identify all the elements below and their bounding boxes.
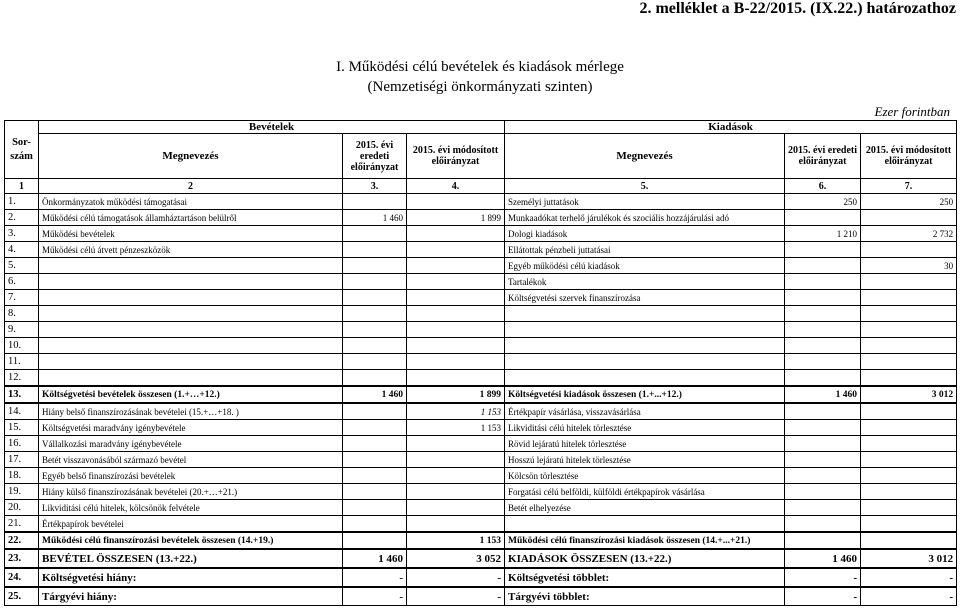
expense-modified: - xyxy=(861,568,957,587)
expense-original xyxy=(785,290,861,306)
income-name xyxy=(39,290,343,306)
table-row xyxy=(5,258,957,274)
income-modified: 3 052 xyxy=(407,549,505,568)
expense-modified xyxy=(861,210,957,226)
income-original xyxy=(343,274,407,290)
row-number: 4. xyxy=(5,242,39,258)
income-name: Betét visszavonásából származó bevétel xyxy=(39,452,343,468)
header-bevetelek: Bevételek xyxy=(39,121,505,134)
summary-row xyxy=(5,532,957,549)
income-modified xyxy=(407,500,505,516)
row-number: 22. xyxy=(5,532,39,549)
expense-name: Működési célú finanszírozási kiadások összesen (14.+...+21.) xyxy=(505,532,785,549)
expense-original xyxy=(785,338,861,354)
income-name: Egyéb belső finanszírozási bevételek xyxy=(39,468,343,484)
income-modified xyxy=(407,354,505,370)
expense-modified xyxy=(861,452,957,468)
income-original: - xyxy=(343,587,407,606)
expense-name xyxy=(505,516,785,533)
income-name xyxy=(39,258,343,274)
income-name: Költségvetési bevételek összesen (1.+…+12.) xyxy=(39,386,343,403)
income-name: Önkormányzatok működési támogatásai xyxy=(39,194,343,210)
column-number: 7. xyxy=(861,179,957,194)
income-original xyxy=(343,420,407,436)
row-number: 7. xyxy=(5,290,39,306)
expense-name: Tárgyévi többlet: xyxy=(505,587,785,606)
header-kiadasok: Kiadások xyxy=(505,121,957,134)
income-original xyxy=(343,516,407,533)
income-modified xyxy=(407,484,505,500)
income-name xyxy=(39,354,343,370)
expense-modified: - xyxy=(861,587,957,606)
expense-name: Dologi kiadások xyxy=(505,226,785,242)
income-original xyxy=(343,500,407,516)
table-row xyxy=(5,403,957,420)
column-number: 4. xyxy=(407,179,505,194)
expense-original xyxy=(785,306,861,322)
header-income-original: 2015. évi eredeti előirányzat xyxy=(343,134,407,179)
column-number: 5. xyxy=(505,179,785,194)
expense-modified: 3 012 xyxy=(861,386,957,403)
row-number: 25. xyxy=(5,587,39,606)
expense-modified xyxy=(861,532,957,549)
header-income-modified: 2015. évi módosított előirányzat xyxy=(407,134,505,179)
expense-modified: 30 xyxy=(861,258,957,274)
row-number: 2. xyxy=(5,210,39,226)
income-original xyxy=(343,306,407,322)
expense-modified xyxy=(861,484,957,500)
income-original xyxy=(343,403,407,420)
header-expense-name: Megnevezés xyxy=(505,134,785,179)
income-name xyxy=(39,338,343,354)
income-original xyxy=(343,258,407,274)
table-row xyxy=(5,500,957,516)
column-number-row xyxy=(5,179,957,194)
table-row xyxy=(5,290,957,306)
expense-name: KIADÁSOK ÖSSZESEN (13.+22.) xyxy=(505,549,785,568)
income-modified xyxy=(407,322,505,338)
income-modified xyxy=(407,274,505,290)
income-name: Tárgyévi hiány: xyxy=(39,587,343,606)
header-expense-original: 2015. évi eredeti előirányzat xyxy=(785,134,861,179)
income-modified xyxy=(407,306,505,322)
income-modified xyxy=(407,370,505,387)
table-row xyxy=(5,322,957,338)
expense-modified xyxy=(861,500,957,516)
income-name: Hiány külső finanszírozásának bevételei (20.+…+21.) xyxy=(39,484,343,500)
income-name: Működési célú támogatások államháztartáson belülről xyxy=(39,210,343,226)
expense-original: 1 460 xyxy=(785,549,861,568)
page-title: I. Működési célú bevételek és kiadások mérlege xyxy=(336,59,624,75)
expense-modified: 3 012 xyxy=(861,549,957,568)
expense-original xyxy=(785,242,861,258)
income-name: Működési bevételek xyxy=(39,226,343,242)
expense-modified xyxy=(861,420,957,436)
column-number: 1 xyxy=(5,179,39,194)
expense-original: 1 460 xyxy=(785,386,861,403)
expense-modified xyxy=(861,322,957,338)
income-name: Vállalkozási maradvány igénybevétele xyxy=(39,436,343,452)
row-number: 24. xyxy=(5,568,39,587)
income-name xyxy=(39,322,343,338)
income-name: Működési célú finanszírozási bevételek összesen (14.+19.) xyxy=(39,532,343,549)
expense-name: Kölcsön törlesztése xyxy=(505,468,785,484)
income-original xyxy=(343,226,407,242)
row-number: 17. xyxy=(5,452,39,468)
expense-original: 1 210 xyxy=(785,226,861,242)
expense-name: Betét elhelyezése xyxy=(505,500,785,516)
income-original xyxy=(343,484,407,500)
expense-name: Munkaadókat terhelő járulékok és szociális hozzájárulási adó xyxy=(505,210,785,226)
table-row xyxy=(5,242,957,258)
expense-original: 250 xyxy=(785,194,861,210)
table-row xyxy=(5,210,957,226)
header-income-name: Megnevezés xyxy=(39,134,343,179)
row-number: 12. xyxy=(5,370,39,387)
income-modified: - xyxy=(407,587,505,606)
income-original xyxy=(343,338,407,354)
row-number: 9. xyxy=(5,322,39,338)
income-name xyxy=(39,306,343,322)
expense-name: Költségvetési kiadások összesen (1.+...+12.) xyxy=(505,386,785,403)
table-row xyxy=(5,194,957,210)
income-modified xyxy=(407,242,505,258)
row-number: 8. xyxy=(5,306,39,322)
table-row xyxy=(5,354,957,370)
income-original: 1 460 xyxy=(343,210,407,226)
row-number: 6. xyxy=(5,274,39,290)
expense-original xyxy=(785,322,861,338)
row-number: 18. xyxy=(5,468,39,484)
expense-original: - xyxy=(785,568,861,587)
income-modified: 1 153 xyxy=(407,420,505,436)
income-modified xyxy=(407,194,505,210)
income-original xyxy=(343,290,407,306)
expense-name: Személyi juttatások xyxy=(505,194,785,210)
expense-modified xyxy=(861,306,957,322)
expense-modified xyxy=(861,354,957,370)
expense-name xyxy=(505,306,785,322)
expense-original xyxy=(785,274,861,290)
income-name: BEVÉTEL ÖSSZESEN (13.+22.) xyxy=(39,549,343,568)
row-number: 3. xyxy=(5,226,39,242)
income-modified xyxy=(407,226,505,242)
income-name: Likviditási célú hitelek, kölcsönök felvétele xyxy=(39,500,343,516)
table-row xyxy=(5,587,957,606)
income-name xyxy=(39,274,343,290)
income-modified: 1 153 xyxy=(407,403,505,420)
expense-original xyxy=(785,500,861,516)
income-name: Költségvetési maradvány igénybevétele xyxy=(39,420,343,436)
header-sorszam: Sor-szám xyxy=(5,121,39,179)
row-number: 15. xyxy=(5,420,39,436)
row-number: 5. xyxy=(5,258,39,274)
table-row xyxy=(5,338,957,354)
expense-modified xyxy=(861,370,957,387)
row-number: 21. xyxy=(5,516,39,533)
income-modified xyxy=(407,436,505,452)
balance-table xyxy=(4,120,957,606)
unit-label: Ezer forintban xyxy=(874,104,950,119)
income-modified xyxy=(407,452,505,468)
expense-original xyxy=(785,468,861,484)
expense-original xyxy=(785,484,861,500)
expense-modified xyxy=(861,338,957,354)
table-row xyxy=(5,452,957,468)
income-name: Értékpapírok bevételei xyxy=(39,516,343,533)
income-original xyxy=(343,242,407,258)
income-original xyxy=(343,452,407,468)
expense-name xyxy=(505,354,785,370)
page-subtitle: (Nemzetiségi önkormányzati szinten) xyxy=(367,79,593,95)
expense-modified xyxy=(861,290,957,306)
income-name: Költségvetési hiány: xyxy=(39,568,343,587)
expense-modified xyxy=(861,242,957,258)
income-original: - xyxy=(343,568,407,587)
expense-original xyxy=(785,370,861,387)
column-number: 2 xyxy=(39,179,343,194)
expense-name: Likviditási célú hitelek törlesztése xyxy=(505,420,785,436)
expense-original xyxy=(785,532,861,549)
row-number: 1. xyxy=(5,194,39,210)
expense-original xyxy=(785,210,861,226)
income-modified xyxy=(407,516,505,533)
table-row xyxy=(5,436,957,452)
expense-name: Egyéb működési célú kiadások xyxy=(505,258,785,274)
table-row xyxy=(5,420,957,436)
expense-modified xyxy=(861,436,957,452)
income-original xyxy=(343,436,407,452)
income-modified xyxy=(407,258,505,274)
table-row xyxy=(5,568,957,587)
expense-original xyxy=(785,403,861,420)
row-number: 19. xyxy=(5,484,39,500)
expense-name: Ellátottak pénzbeli juttatásai xyxy=(505,242,785,258)
table-row xyxy=(5,274,957,290)
expense-name xyxy=(505,338,785,354)
income-original xyxy=(343,532,407,549)
column-number: 3. xyxy=(343,179,407,194)
expense-modified xyxy=(861,468,957,484)
column-number: 6. xyxy=(785,179,861,194)
income-modified: - xyxy=(407,568,505,587)
expense-original xyxy=(785,436,861,452)
income-modified: 1 899 xyxy=(407,210,505,226)
expense-modified: 250 xyxy=(861,194,957,210)
income-original: 1 460 xyxy=(343,386,407,403)
expense-original: - xyxy=(785,587,861,606)
expense-name: Költségvetési többlet: xyxy=(505,568,785,587)
income-original xyxy=(343,194,407,210)
expense-original xyxy=(785,452,861,468)
income-modified: 1 153 xyxy=(407,532,505,549)
expense-original xyxy=(785,354,861,370)
row-number: 10. xyxy=(5,338,39,354)
table-row xyxy=(5,306,957,322)
expense-modified xyxy=(861,516,957,533)
annex-title: 2. melléklet a B-22/2015. (IX.22.) határozathoz xyxy=(639,0,956,17)
expense-modified xyxy=(861,274,957,290)
expense-name xyxy=(505,322,785,338)
expense-original xyxy=(785,258,861,274)
table-row xyxy=(5,516,957,533)
expense-original xyxy=(785,516,861,533)
income-original xyxy=(343,322,407,338)
income-name xyxy=(39,370,343,387)
row-number: 23. xyxy=(5,549,39,568)
income-original: 1 460 xyxy=(343,549,407,568)
table-row xyxy=(5,226,957,242)
expense-name: Tartalékok xyxy=(505,274,785,290)
expense-original xyxy=(785,420,861,436)
expense-name: Költségvetési szervek finanszírozása xyxy=(505,290,785,306)
table-row xyxy=(5,370,957,387)
income-name: Hiány belső finanszírozásának bevételei (15.+…+18. ) xyxy=(39,403,343,420)
income-original xyxy=(343,354,407,370)
income-modified: 1 899 xyxy=(407,386,505,403)
expense-modified: 2 732 xyxy=(861,226,957,242)
row-number: 20. xyxy=(5,500,39,516)
expense-name: Forgatási célú belföldi, külföldi értékpapírok vásárlása xyxy=(505,484,785,500)
table-row xyxy=(5,468,957,484)
row-number: 14. xyxy=(5,403,39,420)
expense-name: Hosszú lejáratú hitelek törlesztése xyxy=(505,452,785,468)
row-number: 16. xyxy=(5,436,39,452)
expense-name: Értékpapír vásárlása, visszavásárlása xyxy=(505,403,785,420)
row-number: 13. xyxy=(5,386,39,403)
header-expense-modified: 2015. évi módosított előirányzat xyxy=(861,134,957,179)
table-row xyxy=(5,484,957,500)
income-modified xyxy=(407,290,505,306)
income-original xyxy=(343,468,407,484)
income-original xyxy=(343,370,407,387)
income-modified xyxy=(407,468,505,484)
income-name: Működési célú átvett pénzeszközök xyxy=(39,242,343,258)
income-modified xyxy=(407,338,505,354)
expense-name xyxy=(505,370,785,387)
expense-name: Rövid lejáratú hitelek törlesztése xyxy=(505,436,785,452)
summary-row xyxy=(5,386,957,403)
table-row xyxy=(5,549,957,568)
expense-modified xyxy=(861,403,957,420)
row-number: 11. xyxy=(5,354,39,370)
